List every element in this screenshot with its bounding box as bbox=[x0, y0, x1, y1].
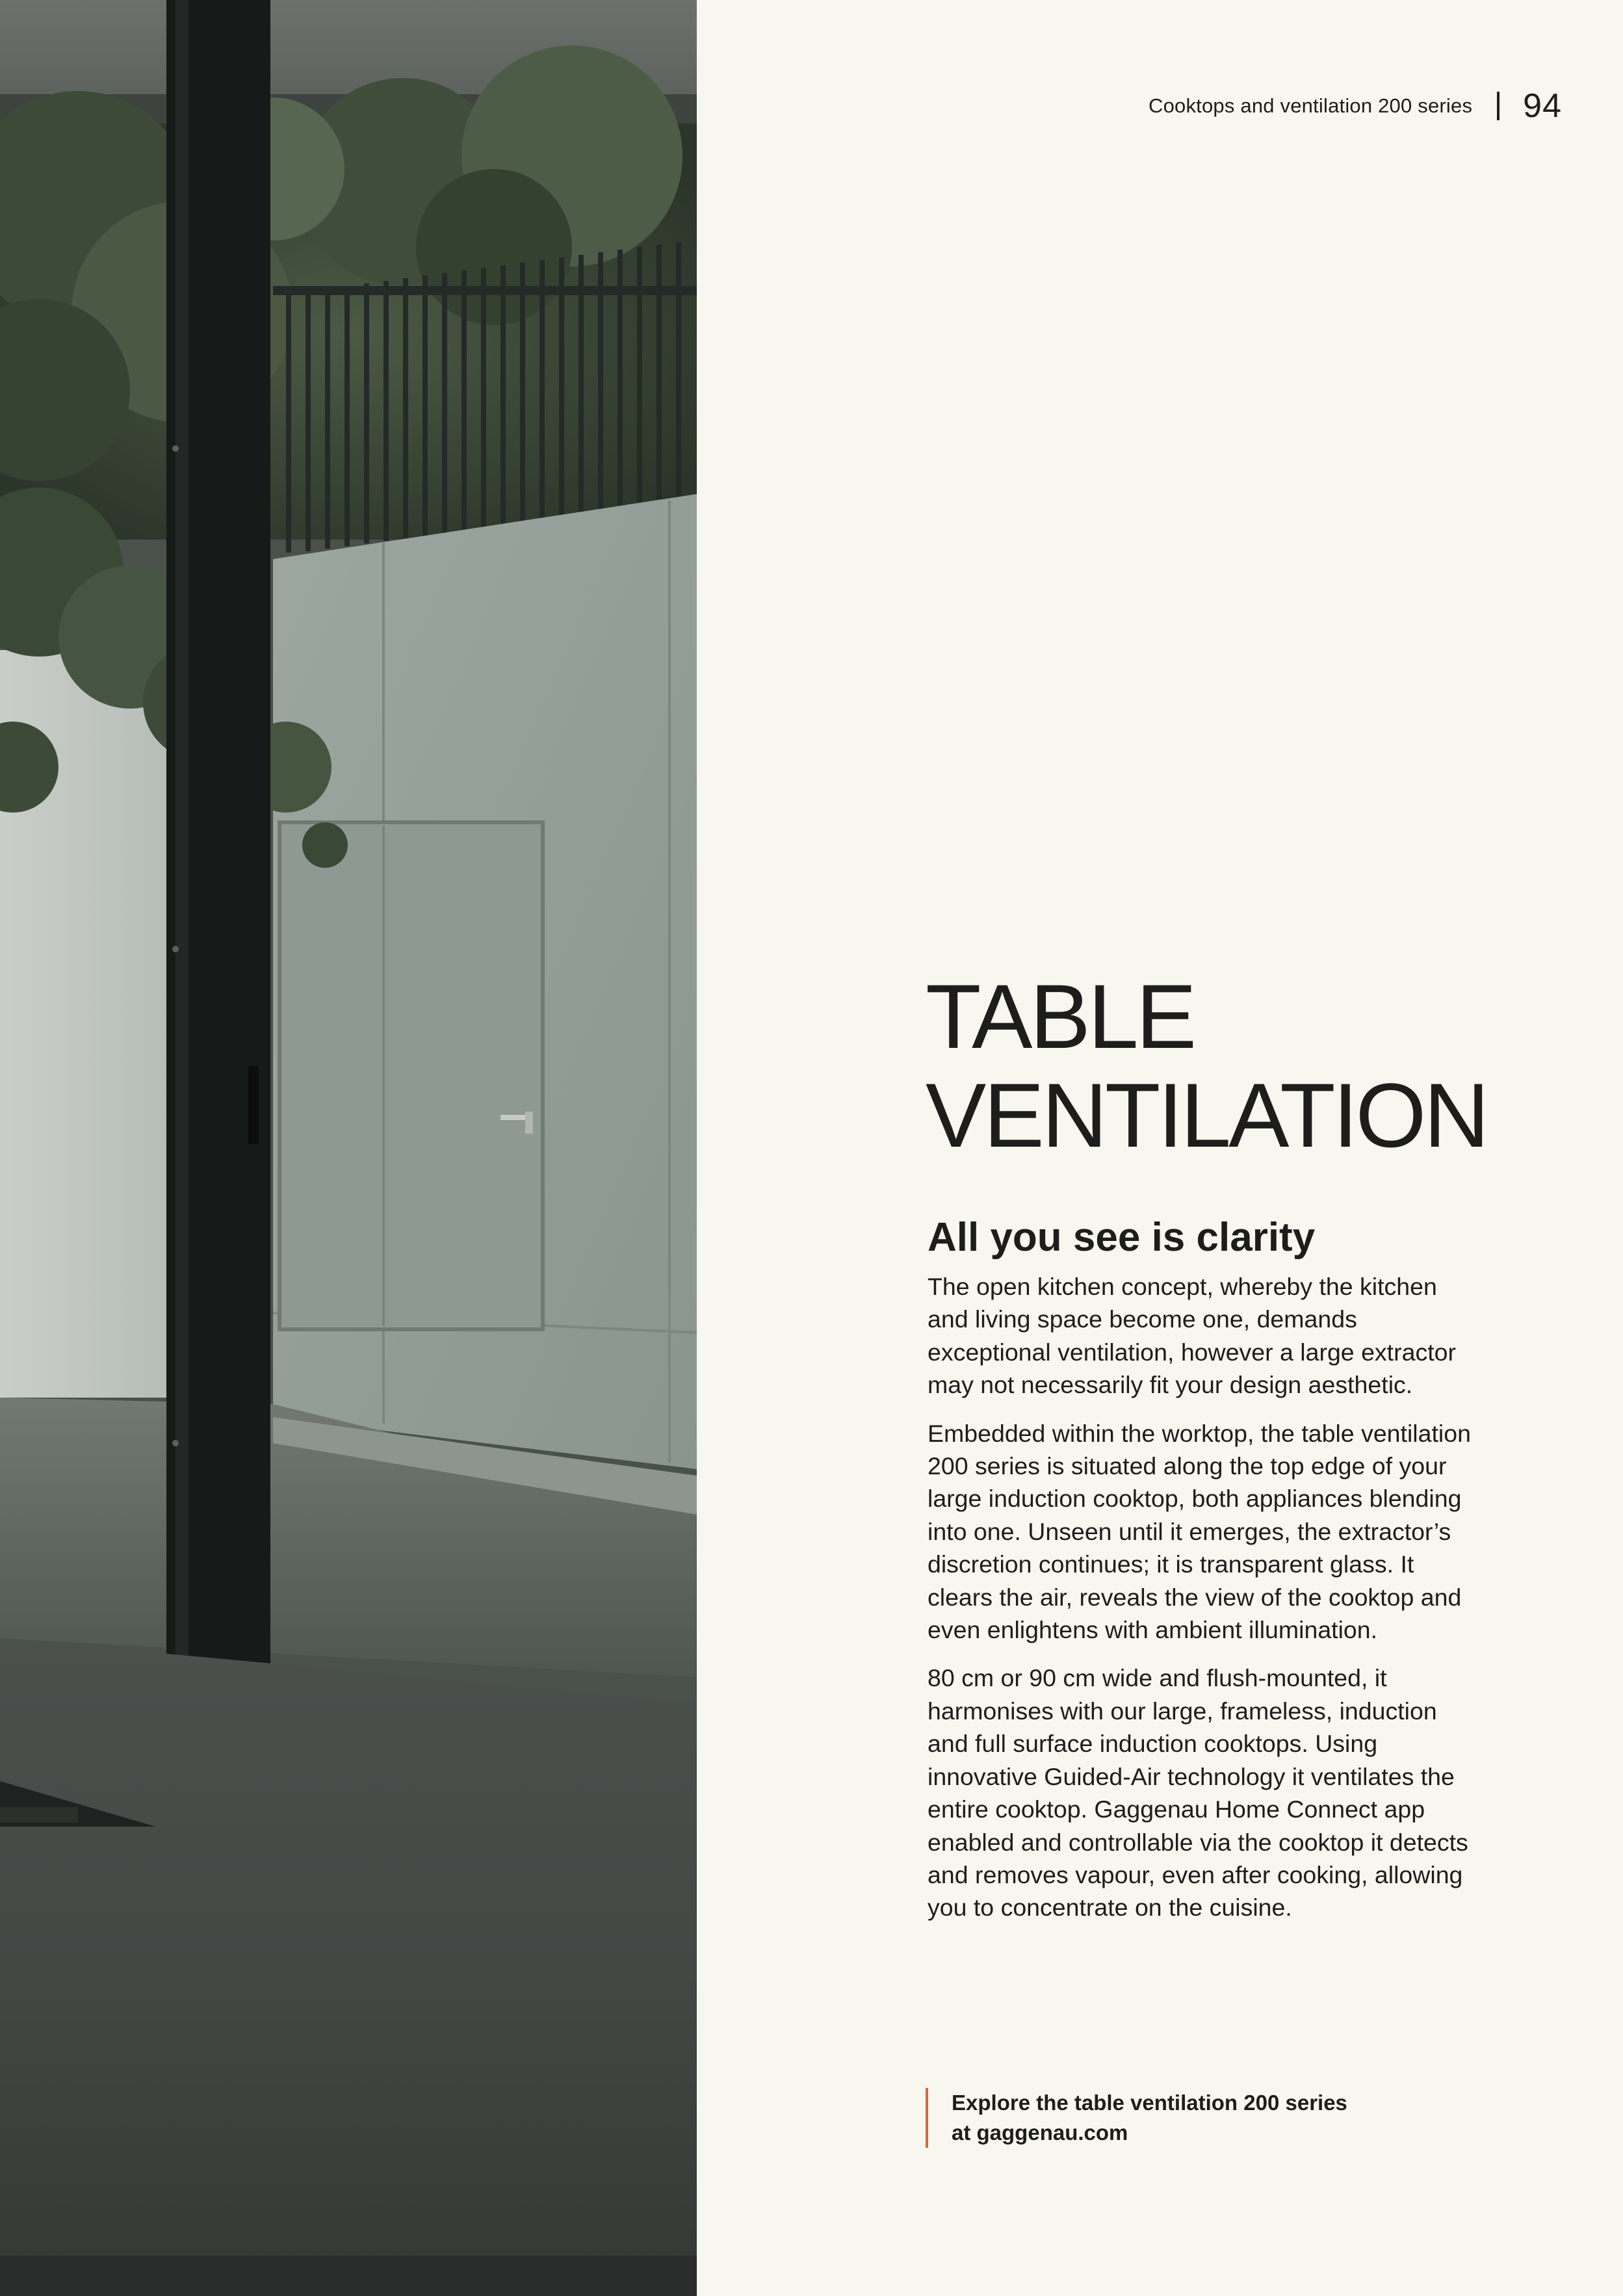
cta-accent-bar bbox=[926, 2088, 928, 2148]
body-paragraph: 80 cm or 90 cm wide and flush-mounted, it harmonises with our large, frameless, induction and full surface induction cooktops. Using innovative Guided-Air technology it ventilates the entire cooktop. Gaggenau Home Connect app enabled and controllable via the cooktop it detects and removes vapour, even after cooking, allowing you to concentrate on the cuisine. bbox=[928, 1664, 1468, 1922]
body-paragraph: Embedded within the worktop, the table ventilation 200 series is situated along the top edge of your large induction cooktop, both appliances blending into one. Unseen until it emerges, the extractor’s discretion continues; it is transparent glass. It clears the air, reveals the view of the cooktop and even enlightens with ambient illumination. bbox=[928, 1419, 1471, 1644]
page-number: 94 bbox=[1523, 87, 1562, 125]
section-title: Cooktops and ventilation 200 series bbox=[1149, 94, 1473, 117]
cta-block[interactable] bbox=[926, 2088, 1347, 2148]
photo-image bbox=[0, 0, 697, 2296]
cta-line-2: at gaggenau.com bbox=[952, 2120, 1128, 2145]
running-header bbox=[1149, 83, 1562, 129]
header-divider bbox=[1497, 92, 1500, 120]
body-copy bbox=[928, 1270, 1480, 1940]
page-title bbox=[926, 967, 1576, 1165]
subtitle: All you see is clarity bbox=[928, 1215, 1316, 1260]
page-title-line-1: TABLE bbox=[926, 965, 1195, 1067]
cta-line-1: Explore the table ventilation 200 series bbox=[952, 2091, 1347, 2115]
body-paragraph: The open kitchen concept, whereby the kitchen and living space become one, demands exceptional ventilation, however a large extractor may not necessarily fit your design aesthetic. bbox=[928, 1273, 1456, 1399]
cta-link[interactable] bbox=[952, 2088, 1347, 2148]
hero-photo bbox=[0, 0, 697, 2296]
page-title-line-2: VENTILATION bbox=[926, 1064, 1487, 1166]
